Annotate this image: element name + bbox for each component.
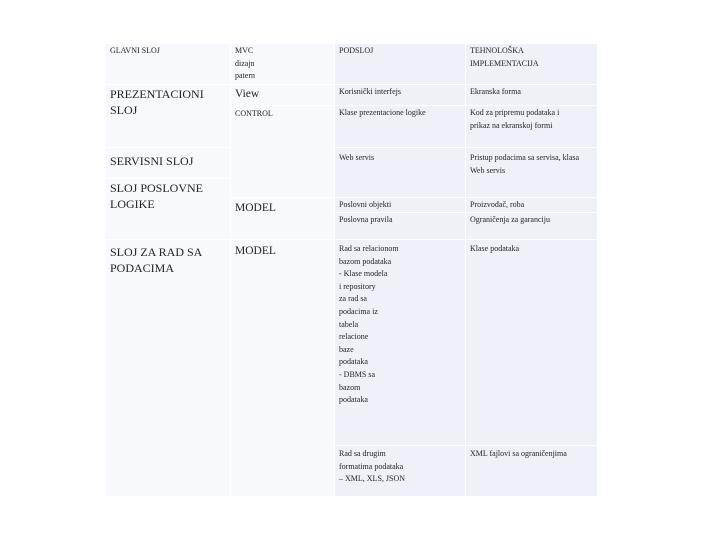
layer-service-label: SERVISNI SLOJ [110, 154, 194, 168]
sublayer-ui [335, 85, 465, 105]
mvc-model-business [231, 198, 334, 239]
mvc-control [231, 106, 334, 197]
sublayer-other-formats [335, 446, 465, 496]
sublayer-business-rules [335, 213, 465, 239]
sublayer-business-objects [335, 198, 465, 212]
mvc-control-label: CONTROL [235, 109, 273, 118]
layer-service [106, 148, 230, 178]
layer-presentation [106, 85, 230, 147]
layer-presentation-label: PREZENTACIONI SLOJ [110, 87, 204, 117]
sublayer-relational-db [335, 240, 465, 445]
layer-data-label: SLOJ ZA RAD SA PODACIMA [110, 245, 203, 275]
header-main-layer [106, 44, 230, 84]
mvc-model-data-label: MODEL [235, 245, 276, 257]
sublayer-presentation-logic-label: Klase prezentacione logike [339, 108, 426, 117]
header-mvc-label: MVC dizajn patern [235, 46, 255, 81]
header-sublayer [335, 44, 465, 84]
sublayer-relational-db-label: Rad sa relacionom bazom podataka - Klase modela i repository za rad sa podacima iz tabela relacione baze podataka - DBMS sa bazom podataka [339, 244, 399, 405]
mvc-model-business-label: MODEL [235, 202, 276, 214]
header-sublayer-label: PODSLOJ [339, 46, 374, 55]
tech-screen-form [466, 85, 597, 105]
tech-warranty-limits-label: Ograničenja za garanciju [470, 215, 550, 224]
sublayer-web-service [335, 148, 465, 197]
layer-data [106, 240, 230, 496]
header-main-layer-label: GLAVNI SLOJ [110, 46, 160, 55]
layer-business-label: SLOJ POSLOVNE LOGIKE [110, 181, 204, 211]
tech-producer-goods [466, 198, 597, 212]
layer-business [106, 179, 230, 239]
sublayer-ui-label: Korisnički interfejs [339, 87, 401, 96]
tech-warranty-limits [466, 213, 597, 239]
tech-screen-form-label: Ekranska forma [470, 87, 521, 96]
header-mvc [231, 44, 334, 84]
tech-data-classes-label: Klase podataka [470, 244, 520, 253]
sublayer-other-formats-label: Rad sa drugim formatima podataka – XML, XLS, JSON [339, 449, 406, 484]
tech-xml-files [466, 446, 597, 496]
sublayer-presentation-logic [335, 106, 465, 147]
sublayer-web-service-label: Web servis [339, 153, 375, 162]
mvc-view-label: View [235, 88, 260, 100]
tech-xml-files-label: XML fajlovi sa ograničenjima [470, 449, 567, 458]
tech-data-classes [466, 240, 597, 445]
sublayer-business-objects-label: Poslovni objekti [339, 200, 392, 209]
header-tech [466, 44, 597, 84]
header-tech-label: TEHNOLOŠKA IMPLEMENTACIJA [470, 46, 539, 68]
sublayer-business-rules-label: Poslovna pravila [339, 215, 393, 224]
tech-code-prep-label: Kod za pripremu podataka i prikaz na ekranskoj formi [470, 108, 560, 130]
tech-service-access-label: Pristup podacima sa servisa, klasa Web servis [470, 153, 580, 175]
mvc-model-data [231, 240, 334, 496]
tech-code-prep [466, 106, 597, 147]
tech-service-access [466, 148, 597, 197]
mvc-view [231, 85, 334, 105]
tech-producer-goods-label: Proizvođač, roba [470, 200, 525, 209]
